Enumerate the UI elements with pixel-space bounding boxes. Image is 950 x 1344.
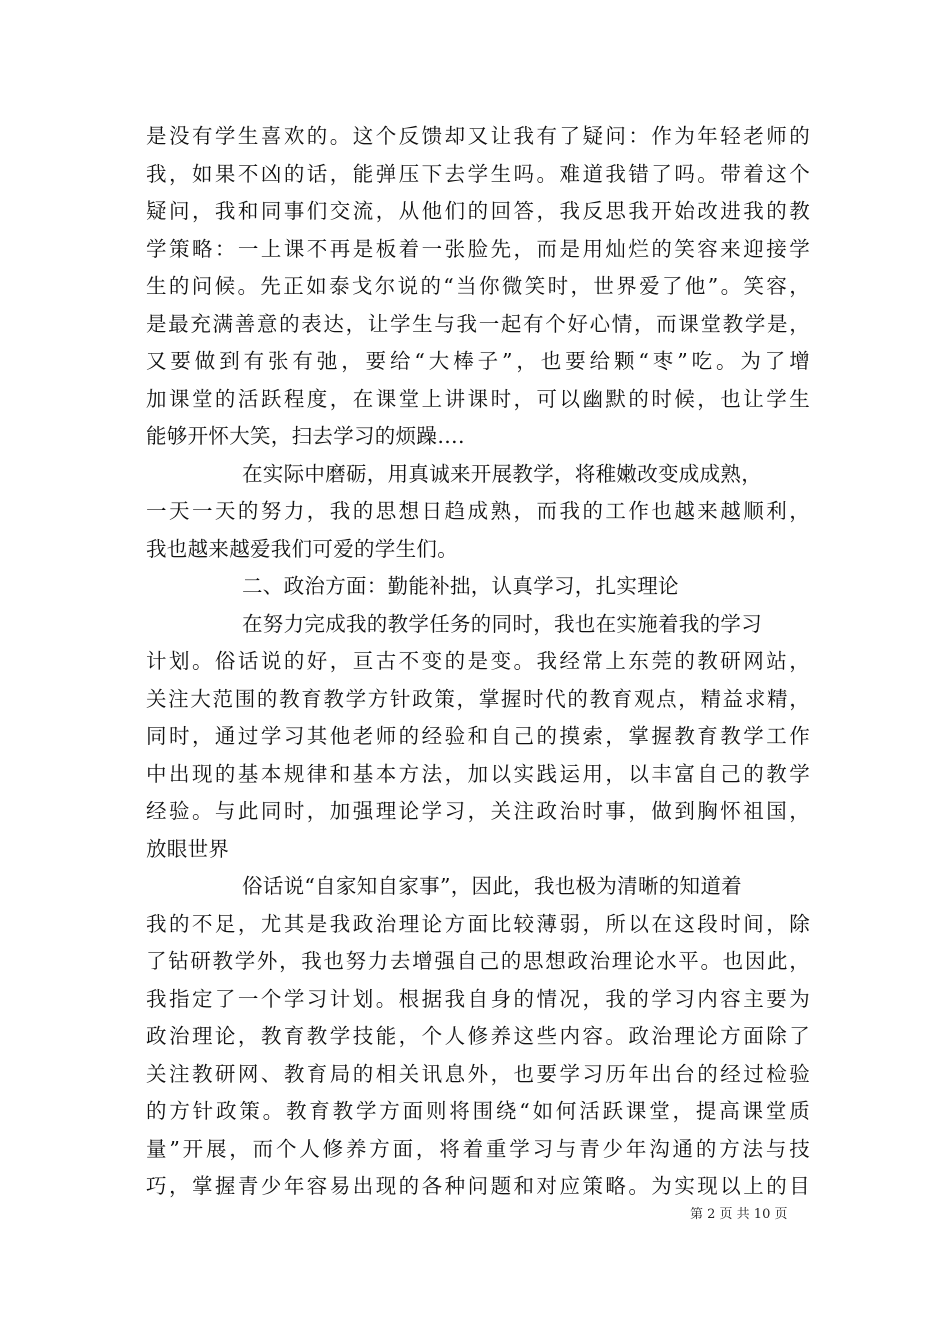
text-line: 政治理论，教育教学技能，个人修养这些内容。政治理论方面除了	[146, 1024, 810, 1048]
text-line: 经验。与此同时，加强理论学习，关注政治时事，做到胸怀祖国，	[146, 799, 810, 823]
text-line: 一天一天的努力，我的思想日趋成熟，而我的工作也越来越顺利，	[146, 499, 810, 523]
text-line: 生的问候。先正如泰戈尔说的“当你微笑时，世界爱了他”。笑容，	[146, 274, 810, 298]
document-body	[146, 118, 810, 1206]
text-line: 是最充满善意的表达，让学生与我一起有个好心情，而课堂教学是，	[146, 311, 810, 336]
text-line: 是没有学生喜欢的。这个反馈却又让我有了疑问：作为年轻老师的	[146, 124, 810, 148]
text-line: 疑问，我和同事们交流，从他们的回答，我反思我开始改进我的教	[146, 199, 810, 223]
text-line: 放眼世界	[146, 836, 230, 861]
text-line: 我也越来越爱我们可爱的学生们。	[146, 536, 458, 561]
text-line: 我的不足，尤其是我政治理论方面比较薄弱，所以在这段时间，除	[146, 911, 810, 936]
page-number-footer: 第 2 页 共 10 页	[690, 1207, 788, 1222]
text-line: 的方针政策。教育教学方面则将围绕“如何活跃课堂，提高课堂质	[146, 1099, 810, 1123]
text-line: 在实际中磨砺，用真诚来开展教学，将稚嫩改变成成熟，	[242, 461, 762, 486]
text-line: 量”开展，而个人修养方面，将着重学习与青少年沟通的方法与技	[146, 1136, 810, 1161]
text-line: 又要做到有张有弛，要给“大棒子”，也要给颗“枣”吃。为了增	[146, 349, 810, 373]
text-line: 我，如果不凶的话，能弹压下去学生吗。难道我错了吗。带着这个	[146, 161, 810, 186]
text-line: 二、政治方面：勤能补拙，认真学习，扎实理论	[242, 574, 679, 598]
text-line: 加课堂的活跃程度，在课堂上讲课时，可以幽默的时候，也让学生	[146, 386, 810, 411]
text-line: 能够开怀大笑，扫去学习的烦躁….	[146, 424, 465, 448]
text-line: 计划。俗话说的好，亘古不变的是变。我经常上东莞的教研网站，	[146, 649, 810, 673]
text-line: 中出现的基本规律和基本方法，加以实践运用，以丰富自己的教学	[146, 761, 810, 786]
text-line: 我指定了一个学习计划。根据我自身的情况，我的学习内容主要为	[146, 986, 810, 1011]
text-line: 同时，通过学习其他老师的经验和自己的摸索，掌握教育教学工作	[146, 724, 810, 748]
text-line: 俗话说“自家知自家事”，因此，我也极为清晰的知道着	[242, 874, 742, 898]
text-line: 巧，掌握青少年容易出现的各种问题和对应策略。为实现以上的目	[146, 1174, 810, 1198]
text-line: 学策略：一上课不再是板着一张脸先，而是用灿烂的笑容来迎接学	[146, 236, 810, 261]
text-line: 了钻研教学外，我也努力去增强自己的思想政治理论水平。也因此，	[146, 949, 810, 973]
text-line: 关注教研网、教育局的相关讯息外，也要学习历年出台的经过检验	[146, 1061, 810, 1086]
text-line: 关注大范围的教育教学方针政策，掌握时代的教育观点，精益求精，	[146, 686, 810, 711]
text-line: 在努力完成我的教学任务的同时，我也在实施着我的学习	[242, 611, 762, 636]
